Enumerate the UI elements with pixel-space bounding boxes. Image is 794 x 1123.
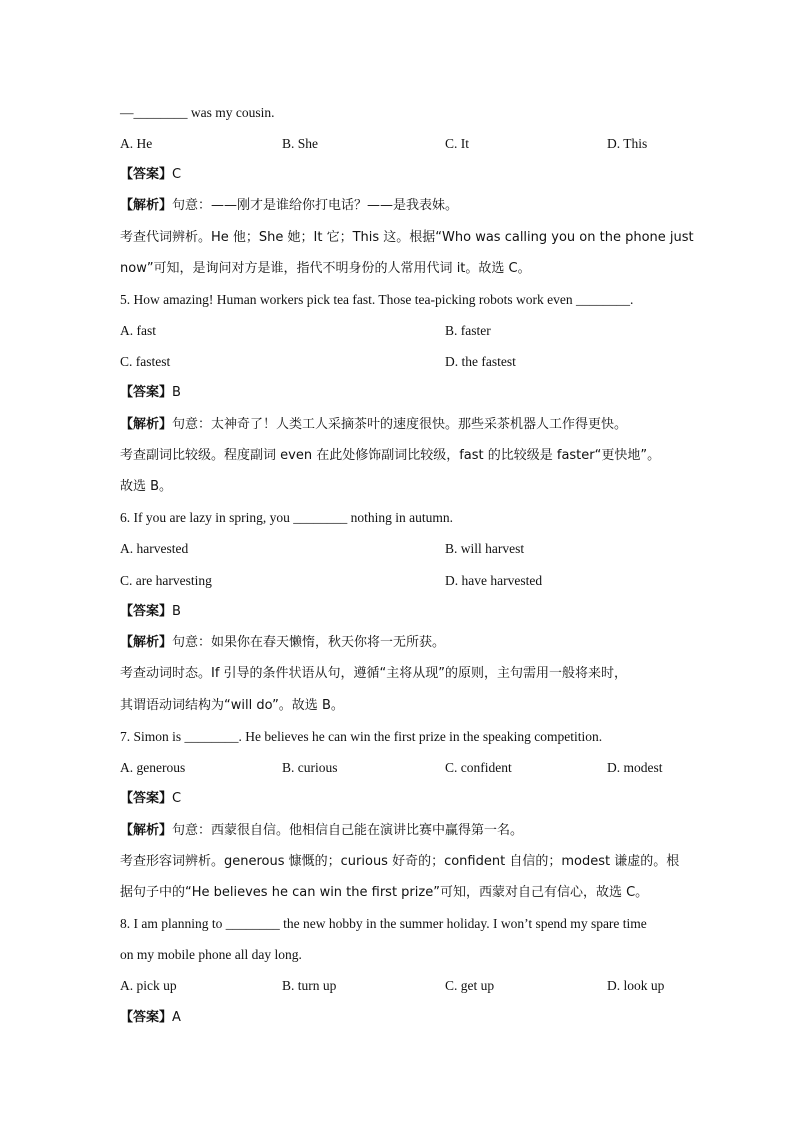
q7-analysis-2: 考查形容词辨析。generous 慷慨的；curious 好奇的；confident 自信的；modest 谦虚的。根 xyxy=(120,854,680,869)
answer-tag: 【答案】 xyxy=(120,1010,173,1025)
q8-option-b: B. turn up xyxy=(282,978,337,993)
q8-option-c: C. get up xyxy=(445,978,495,993)
q4-answer xyxy=(120,166,181,184)
q4-stem: —________ was my cousin. xyxy=(120,105,275,120)
q7-option-a: A. generous xyxy=(120,760,186,775)
q6-analysis-3: 其谓语动词结构为“will do”。故选 B。 xyxy=(120,698,344,713)
q8-stem-line-2: on my mobile phone all day long. xyxy=(120,947,302,962)
q5-analysis-3: 故选 B。 xyxy=(120,479,173,494)
q4-option-a: A. He xyxy=(120,136,153,151)
q6-option-b: B. will harvest xyxy=(445,541,525,556)
q8-answer xyxy=(120,1009,181,1027)
q5-option-a: A. fast xyxy=(120,323,156,338)
analysis-text: 句意：西蒙很自信。他相信自己能在演讲比赛中赢得第一名。 xyxy=(172,823,524,838)
answer-tag: 【答案】 xyxy=(120,604,173,619)
q4-analysis-2: 考查代词辨析。He 他；She 她；It 它；This 这。根据“Who was calling you on the phone just xyxy=(120,230,694,245)
q6-stem: 6. If you are lazy in spring, you ________ nothing in autumn. xyxy=(120,510,453,525)
answer-value: B xyxy=(172,604,181,619)
q6-analysis-2: 考查动词时态。If 引导的条件状语从句，遵循“主将从现”的原则，主句需用一般将来时， xyxy=(120,666,628,681)
q6-option-a: A. harvested xyxy=(120,541,189,556)
q5-stem: 5. How amazing! Human workers pick tea fast. Those tea-picking robots work even ________. xyxy=(120,292,634,307)
q6-option-d: D. have harvested xyxy=(445,573,543,588)
q4-option-b: B. She xyxy=(282,136,319,151)
q8-option-a: A. pick up xyxy=(120,978,177,993)
q7-analysis-3: 据句子中的“He believes he can win the first prize”可知，西蒙对自己有信心，故选 C。 xyxy=(120,885,649,900)
q7-stem: 7. Simon is ________. He believes he can win the first prize in the speaking competition. xyxy=(120,729,603,744)
q8-stem-line-1: 8. I am planning to ________ the new hobby in the summer holiday. I won’t spend my spare time xyxy=(120,916,647,931)
q5-option-c: C. fastest xyxy=(120,354,171,369)
q5-option-d: D. the fastest xyxy=(445,354,516,369)
answer-value: C xyxy=(172,167,182,182)
q4-analysis-1 xyxy=(120,197,458,215)
q8-option-d: D. look up xyxy=(607,978,665,993)
analysis-text: 句意：——刚才是谁给你打电话？——是我表妹。 xyxy=(172,198,459,213)
q7-option-b: B. curious xyxy=(282,760,338,775)
analysis-text: 句意：如果你在春天懒惰，秋天你将一无所获。 xyxy=(172,635,446,650)
q4-analysis-3: now”可知，是询问对方是谁，指代不明身份的人常用代词 it。故选 C。 xyxy=(120,261,531,276)
analysis-tag: 【解析】 xyxy=(120,198,173,213)
q5-analysis-2: 考查副词比较级。程度副词 even 在此处修饰副词比较级，fast 的比较级是 faster“更快地”。 xyxy=(120,448,661,463)
q4-option-d: D. This xyxy=(607,136,648,151)
q6-answer xyxy=(120,603,181,621)
analysis-tag: 【解析】 xyxy=(120,823,173,838)
q7-analysis-1 xyxy=(120,822,523,840)
q6-analysis-1 xyxy=(120,634,445,652)
answer-tag: 【答案】 xyxy=(120,385,173,400)
analysis-tag: 【解析】 xyxy=(120,635,173,650)
answer-value: C xyxy=(172,791,182,806)
answer-tag: 【答案】 xyxy=(120,791,173,806)
q7-option-c: C. confident xyxy=(445,760,512,775)
answer-tag: 【答案】 xyxy=(120,167,173,182)
analysis-text: 句意：太神奇了！人类工人采摘茶叶的速度很快。那些采茶机器人工作得更快。 xyxy=(172,417,628,432)
answer-value: A xyxy=(172,1010,181,1025)
q6-option-c: C. are harvesting xyxy=(120,573,212,588)
q7-answer xyxy=(120,790,181,808)
answer-value: B xyxy=(172,385,181,400)
analysis-tag: 【解析】 xyxy=(120,417,173,432)
q5-option-b: B. faster xyxy=(445,323,491,338)
q5-answer xyxy=(120,384,181,402)
q7-option-d: D. modest xyxy=(607,760,663,775)
q5-analysis-1 xyxy=(120,416,627,434)
q4-option-c: C. It xyxy=(445,136,470,151)
